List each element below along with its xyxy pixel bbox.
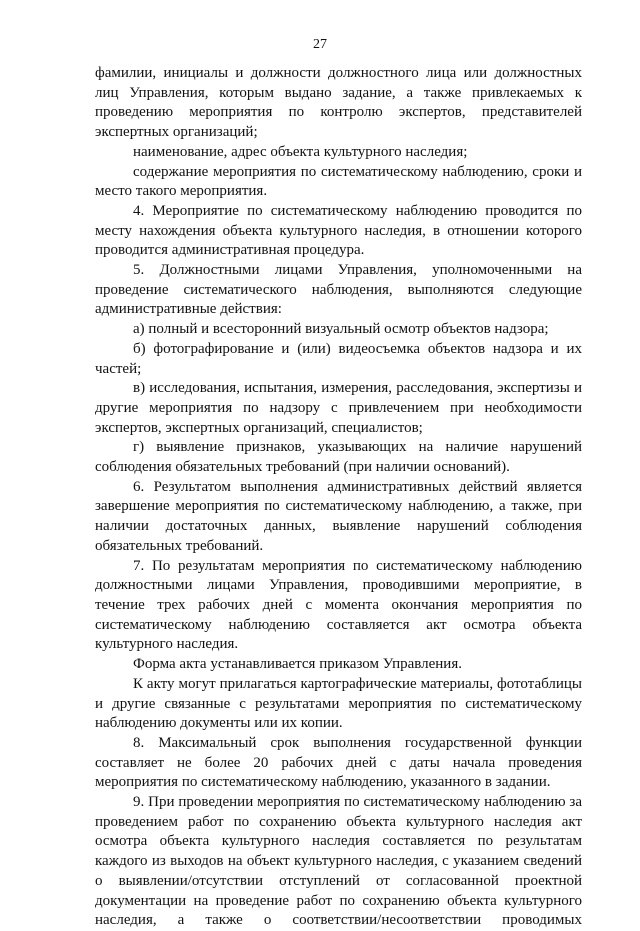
paragraph-subitem-g: г) выявление признаков, указывающих на наличие нарушений соблюдения обязательных требований (при наличии оснований). xyxy=(95,439,582,476)
page-number: 27 xyxy=(313,37,327,52)
paragraph-item-6: 6. Результатом выполнения административных действий является завершение мероприятия по систематическому наблюдению, а также, при наличии достаточных данных, выявление нарушений соблюдения обязательных требований. xyxy=(95,478,582,554)
paragraph-subitem-v: в) исследования, испытания, измерения, расследования, экспертизы и другие мероприятия по надзору с привлечением при необходимости экспертов, экспертных организаций, специалистов; xyxy=(95,380,582,436)
paragraph-item-5: 5. Должностными лицами Управления, уполномоченными на проведение систематического наблюдения, выполняются следующие административные действия: xyxy=(95,262,582,318)
paragraph-object-name-address: наименование, адрес объекта культурного наследия; xyxy=(133,143,468,160)
paragraph-subitem-b: б) фотографирование и (или) видеосъемка объектов надзора и их частей; xyxy=(95,340,582,377)
paragraph-item-7: 7. По результатам мероприятия по систематическому наблюдению должностными лицами Управления, проводившими мероприятие, в течение трех рабочих дней с момента окончания мероприятия по систематическому наблюдению составляется акт осмотра объекта культурного наследия. xyxy=(95,557,582,653)
paragraph-item-8: 8. Максимальный срок выполнения государственной функции составляет не более 20 рабочих дней с даты начала проведения мероприятия по систематическому наблюдению, указанного в задании. xyxy=(95,734,582,791)
document-body xyxy=(95,64,582,931)
paragraph-subitem-a: а) полный и всесторонний визуальный осмотр объектов надзора; xyxy=(133,321,549,338)
paragraph-officials-list: фамилии, инициалы и должности должностного лица или должностных лиц Управления, которым выдано задание, а также привлекаемых к проведению мероприятия по контролю экспертов, представителей экспертных организаций; xyxy=(95,65,582,141)
paragraph-item-4: 4. Мероприятие по систематическому наблюдению проводится по месту нахождения объекта культурного наследия, в отношении которого проводится административная процедура. xyxy=(95,202,582,259)
paragraph-event-content: содержание мероприятия по систематическому наблюдению, сроки и место такого мероприятия. xyxy=(95,163,582,200)
paragraph-act-form: Форма акта устанавливается приказом Управления. xyxy=(133,656,462,673)
paragraph-act-attachments: К акту могут прилагаться картографические материалы, фототаблицы и другие связанные с результатами мероприятия по систематическому наблюдению документы или их копии. xyxy=(95,675,582,732)
paragraph-item-9: 9. При проведении мероприятия по систематическому наблюдению за проведением работ по сохранению объекта культурного наследия акт осмотра объекта культурного наследия составляется по результатам каждого из выходов на объект культурного наследия, с указанием сведений о выявлении/отсутствии отступлений от согласованной проектной документации на проведение работ по сохранению объекта культурного наследия, а также о соответствии/несоответствии проводимых xyxy=(95,794,582,929)
